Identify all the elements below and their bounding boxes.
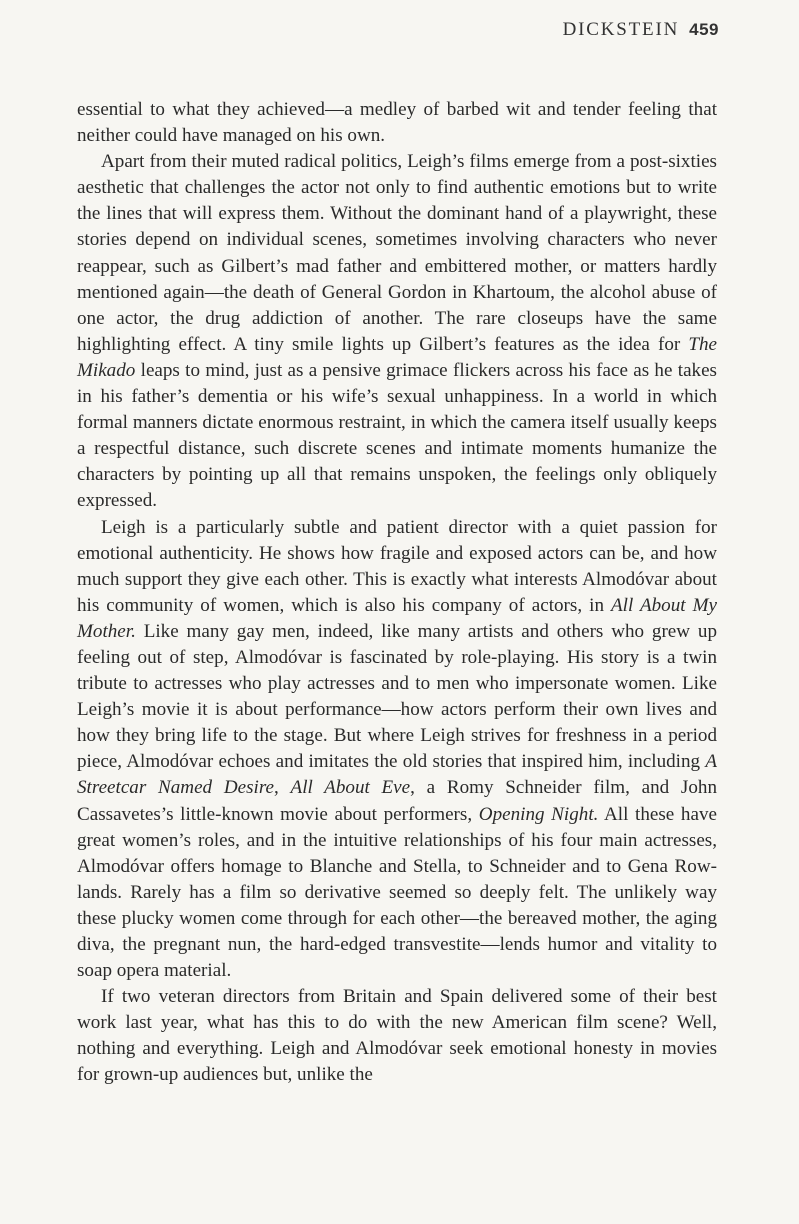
paragraph-3-text: All these have great women’s roles, and in the intuitive relationships of his four main actresses, Almodóvar offers homage to Blanche and Stella, to Schneider and to Gena Rowlands. Rarely has a film so derivative seemed so deeply felt. The unlikely way these plucky women come through for each other—the bereaved mother, the aging diva, the pregnant nun, the hard-edged transvestite—lends humor and vitality to soap opera material.: [77, 803, 717, 982]
paragraph-3-text: Like many gay men, indeed, like many artists and others who grew up feeling out of step, Almodóvar is fascinated by role-playing. His story is a twin tribute to actresses who play actresses and to men who impersonate women. Like Leigh’s movie it is about performance—how actors perform their own lives and how they bring life to the stage. But where Leigh strives for freshness in a period piece, Almodóvar echoes and imitates the old stories that inspired him, including: [77, 620, 717, 773]
film-title-opening-night: Opening Night.: [478, 803, 599, 825]
paragraph-2: [77, 149, 717, 514]
paragraph-1-text: essential to what they achieved—a medley of barbed wit and tender feeling that neither could have managed on his own.: [77, 99, 717, 147]
paragraph-2-text: leaps to mind, just as a pensive grimace flickers across his face as he takes in his father’s dementia or his wife’s sexual unhappiness. In a world in which formal manners dictate enormous restraint, in which the camera itself usually keeps a respectful distance, such discrete scenes and intimate moments humanize the characters by pointing up all that remains unspoken, the feelings only obliquely expressed.: [77, 359, 717, 512]
film-title-streetcar: A Streetcar Named Desire: [77, 751, 717, 799]
paragraph-3-text: Leigh is a particularly subtle and patient director with a quiet passion for emotional authenticity. He shows how fragile and exposed actors can be, and how much support they give each other. This is exactly what interests Almodóvar about his community of women, which is also his company of actors, in: [77, 516, 717, 616]
film-title-the-mikado: The Mikado: [77, 333, 717, 381]
film-title-all-about-my-mother: All About My Mother.: [77, 594, 717, 642]
paragraph-2-text: Apart from their muted radical politics, Leigh’s films emerge from a post-sixties aesthetic that challenges the actor not only to find authentic emotions but to write the lines that will express them. Without the dominant hand of a playwright, these stories depend on individual scenes, sometimes involving characters who never reappear, such as Gilbert’s mad father and embittered mother, or matters hardly mentioned again—the death of General Gordon in Khartoum, the alcohol abuse of one actor, the drug addiction of another. The rare closeups have the same highlighting effect. A tiny smile lights up Gilbert’s features as the idea for: [77, 151, 717, 355]
paragraph-3-text: , a Romy Schneider film, and John Cassavetes’s little-known movie about performers,: [77, 777, 718, 825]
paragraph-3-text: ,: [274, 777, 291, 799]
body-text: [77, 97, 717, 1089]
paragraph-3: [77, 515, 717, 985]
page-number: 459: [689, 20, 719, 39]
film-title-all-about-eve: All About Eve: [290, 777, 411, 799]
paragraph-4: [77, 984, 717, 1088]
paragraph-4-text: If two veteran directors from Britain and Spain delivered some of their best work last year, what has this to do with the new American film scene? Well, nothing and everything. Leigh and Almodóvar seek emotional honesty in movies for grown-up audiences but, unlike the: [77, 986, 717, 1086]
paragraph-1: [77, 97, 717, 149]
running-head: [563, 19, 719, 41]
running-head-author: DICKSTEIN: [562, 19, 680, 40]
